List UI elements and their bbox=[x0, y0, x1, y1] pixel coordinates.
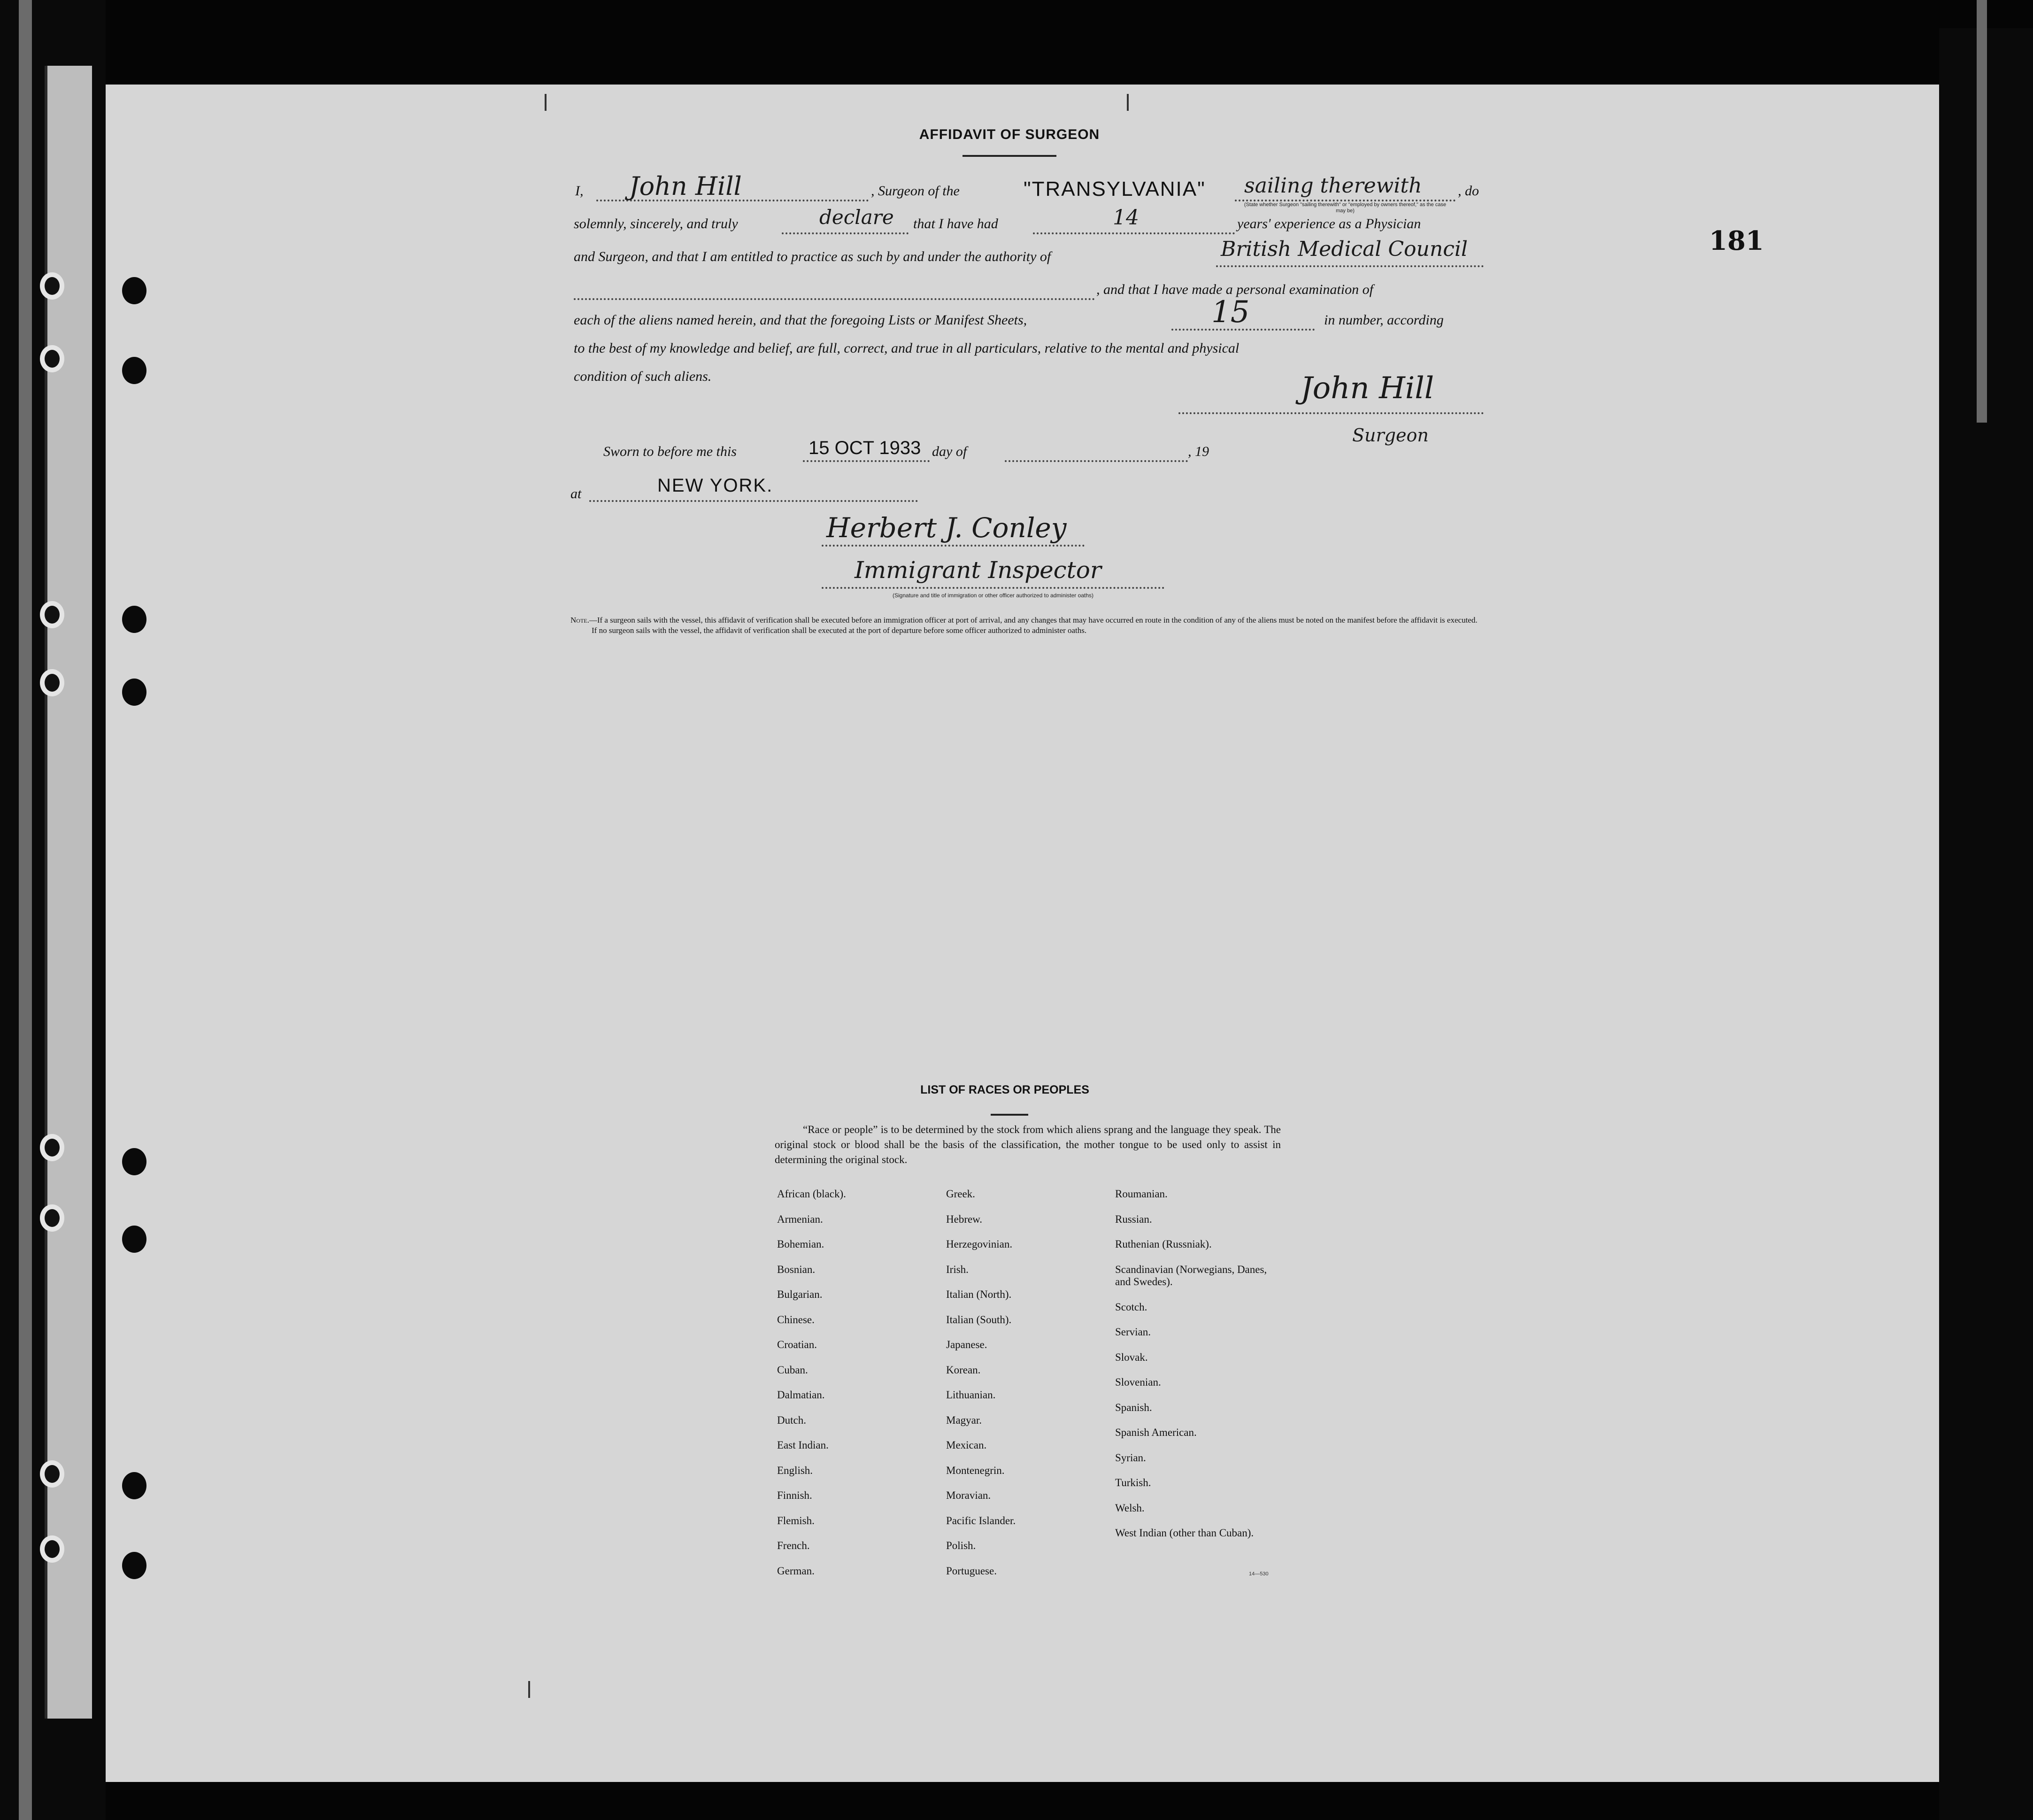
race-item: Spanish American. bbox=[1115, 1427, 1197, 1438]
race-item: Irish. bbox=[946, 1263, 969, 1275]
line5-prefix: each of the aliens named herein, and that the foregoing Lists or Manifest Sheets, bbox=[574, 312, 1027, 328]
race-item: Dalmatian. bbox=[777, 1389, 825, 1401]
sailing-fill-line bbox=[1235, 200, 1455, 201]
race-item: Ruthenian (Russniak). bbox=[1115, 1238, 1212, 1250]
officer-caption: (Signature and title of immigration or other officer authorized to administer oaths) bbox=[893, 592, 1094, 599]
binding-hole bbox=[40, 669, 64, 696]
race-item: Italian (South). bbox=[946, 1313, 1012, 1326]
punch-hole bbox=[122, 1472, 146, 1499]
binding-hole bbox=[40, 601, 64, 628]
authority-handwriting: British Medical Council bbox=[1221, 237, 1468, 261]
sworn-prefix: Sworn to before me this bbox=[603, 444, 737, 459]
at-label: at bbox=[570, 486, 582, 501]
race-item: Moravian. bbox=[946, 1489, 991, 1501]
race-item: East Indian. bbox=[777, 1439, 829, 1451]
punch-hole bbox=[122, 1226, 146, 1253]
binding-hole bbox=[40, 345, 64, 372]
race-item: Roumanian. bbox=[1115, 1188, 1168, 1200]
races-intro: “Race or people” is to be determined by the stock from which aliens sprang and the language they speak. The original stock or blood shall be the basis of the classification, the mother tongue to be used only to assist in determining the original stock. bbox=[775, 1124, 1281, 1165]
affidavit-title: AFFIDAVIT OF SURGEON bbox=[919, 127, 1100, 142]
race-item: Armenian. bbox=[777, 1213, 823, 1225]
race-item: Portuguese. bbox=[946, 1565, 997, 1577]
line2-prefix: solemnly, sincerely, and truly bbox=[574, 216, 738, 231]
race-item: Chinese. bbox=[777, 1313, 815, 1326]
note-paragraph bbox=[570, 615, 1486, 636]
races-column-2 bbox=[946, 1188, 1101, 1590]
punch-hole bbox=[122, 1552, 146, 1579]
line1-suffix: , do bbox=[1458, 183, 1479, 199]
race-item: Flemish. bbox=[777, 1514, 815, 1527]
title-underline bbox=[963, 155, 1056, 157]
years-fill-line bbox=[1033, 232, 1235, 234]
line1-surgeon-of: , Surgeon of the bbox=[871, 183, 960, 199]
race-item: Japanese. bbox=[946, 1339, 987, 1350]
sworn-year-prefix: , 19 bbox=[1188, 444, 1209, 459]
form-code: 14—530 bbox=[1249, 1571, 1269, 1577]
sworn-month-line bbox=[1005, 460, 1188, 462]
race-item: English. bbox=[777, 1464, 813, 1476]
declare-handwriting: declare bbox=[819, 206, 894, 229]
note-text-1: —If a surgeon sails with the vessel, this affidavit of verification shall be executed before an immigration officer at port of arrival, and any changes that may have occurred en route in the condition of any of the aliens must be noted on the manifest before the affidavit is executed. bbox=[589, 616, 1478, 625]
race-item: Mexican. bbox=[946, 1439, 987, 1451]
margin-tick bbox=[1127, 94, 1129, 111]
at-place: NEW YORK. bbox=[657, 475, 773, 496]
binding-hole bbox=[40, 1134, 64, 1161]
officer-signature: Herbert J. Conley bbox=[826, 512, 1067, 544]
binding-hole bbox=[40, 1535, 64, 1563]
punch-hole bbox=[122, 679, 146, 706]
race-item: Scotch. bbox=[1115, 1301, 1147, 1313]
status-instruction: (State whether Surgeon "sailing therewith" or "employed by owners thereof," as the case may be) bbox=[1244, 202, 1447, 214]
race-item: African (black). bbox=[777, 1188, 846, 1200]
race-item: Scandinavian (Norwegians, Danes, and Swedes). bbox=[1115, 1263, 1267, 1288]
authority-fill-line bbox=[1216, 265, 1484, 267]
surgeon-name-handwriting: John Hill bbox=[629, 171, 742, 201]
race-item: Servian. bbox=[1115, 1326, 1151, 1338]
race-item: German. bbox=[777, 1565, 815, 1577]
margin-tick bbox=[528, 1681, 530, 1698]
line1-prefix: I, bbox=[575, 183, 584, 199]
race-item: Bosnian. bbox=[777, 1263, 816, 1275]
race-item: Polish. bbox=[946, 1540, 976, 1551]
race-item: Spanish. bbox=[1115, 1401, 1152, 1413]
line5-suffix: in number, according bbox=[1324, 312, 1444, 328]
margin-tick bbox=[545, 94, 547, 111]
races-column-1 bbox=[777, 1188, 932, 1590]
race-item: Bulgarian. bbox=[777, 1288, 823, 1300]
officer-title-handwriting: Immigrant Inspector bbox=[855, 556, 1101, 584]
note-label: Note. bbox=[570, 616, 589, 625]
officer-line bbox=[822, 545, 1085, 547]
race-item: Croatian. bbox=[777, 1339, 817, 1350]
race-item: Herzegovinian. bbox=[946, 1238, 1013, 1250]
officer-title-line bbox=[822, 587, 1164, 589]
sworn-date-stamp: 15 OCT 1933 bbox=[809, 438, 921, 458]
sworn-day-of: day of bbox=[932, 444, 967, 459]
binding-hole bbox=[40, 1204, 64, 1232]
years-handwriting: 14 bbox=[1113, 206, 1139, 230]
vessel-name: "TRANSYLVANIA" bbox=[1024, 177, 1206, 201]
authority-continued-line bbox=[574, 298, 1095, 300]
race-item: Welsh. bbox=[1115, 1502, 1145, 1514]
race-item: Syrian. bbox=[1115, 1451, 1146, 1464]
sailing-status-handwriting: sailing therewith bbox=[1244, 174, 1422, 198]
race-item: Finnish. bbox=[777, 1489, 812, 1501]
race-item: Turkish. bbox=[1115, 1477, 1151, 1488]
race-item: Magyar. bbox=[946, 1414, 982, 1426]
line7: condition of such aliens. bbox=[574, 369, 712, 384]
race-item: Lithuanian. bbox=[946, 1389, 996, 1401]
at-place-line bbox=[589, 500, 918, 502]
binding-hole bbox=[40, 1460, 64, 1488]
race-item: Greek. bbox=[946, 1188, 975, 1200]
race-item: Pacific Islander. bbox=[946, 1514, 1016, 1527]
binding-hole bbox=[40, 272, 64, 300]
races-column-3 bbox=[1115, 1188, 1284, 1565]
line6: to the best of my knowledge and belief, are full, correct, and true in all particulars, relative to the mental and physical bbox=[574, 340, 1240, 356]
right-binding-strip bbox=[1977, 0, 1987, 423]
line2-mid: that I have had bbox=[913, 216, 998, 231]
race-item: Slovak. bbox=[1115, 1351, 1148, 1363]
declare-fill-line bbox=[782, 232, 909, 234]
race-item: Dutch. bbox=[777, 1414, 806, 1426]
race-item: French. bbox=[777, 1540, 810, 1551]
sworn-date-line bbox=[803, 460, 930, 462]
races-title-underline bbox=[991, 1114, 1028, 1116]
line4-suffix: , and that I have made a personal examination of bbox=[1096, 282, 1373, 297]
races-title: LIST OF RACES OR PEOPLES bbox=[920, 1083, 1089, 1096]
punch-hole bbox=[122, 277, 146, 304]
race-item: Slovenian. bbox=[1115, 1376, 1161, 1388]
signature-line bbox=[1178, 412, 1484, 414]
race-item: Montenegrin. bbox=[946, 1464, 1005, 1476]
note-text-2: If no surgeon sails with the vessel, the affidavit of verification shall be executed at the port of departure before some officer authorized to administer oaths. bbox=[592, 626, 1087, 635]
race-item: Korean. bbox=[946, 1364, 981, 1376]
binding-strip bbox=[19, 0, 32, 1820]
race-item: Bohemian. bbox=[777, 1238, 824, 1250]
surgeon-signature: John Hill bbox=[1301, 371, 1434, 406]
surgeon-title-handwriting: Surgeon bbox=[1352, 425, 1429, 446]
line2-suffix: years' experience as a Physician bbox=[1237, 216, 1421, 231]
race-item: Russian. bbox=[1115, 1213, 1152, 1225]
race-item: Hebrew. bbox=[946, 1213, 983, 1225]
punch-hole bbox=[122, 357, 146, 384]
race-item: West Indian (other than Cuban). bbox=[1115, 1527, 1254, 1539]
punch-hole bbox=[122, 1148, 146, 1175]
sheets-handwriting: 15 bbox=[1211, 295, 1250, 330]
punch-hole bbox=[122, 606, 146, 633]
line3-prefix: and Surgeon, and that I am entitled to practice as such by and under the authority of bbox=[574, 249, 1051, 264]
page-number: 181 bbox=[1709, 225, 1764, 256]
race-item: Cuban. bbox=[777, 1364, 808, 1376]
race-item: Italian (North). bbox=[946, 1288, 1012, 1300]
